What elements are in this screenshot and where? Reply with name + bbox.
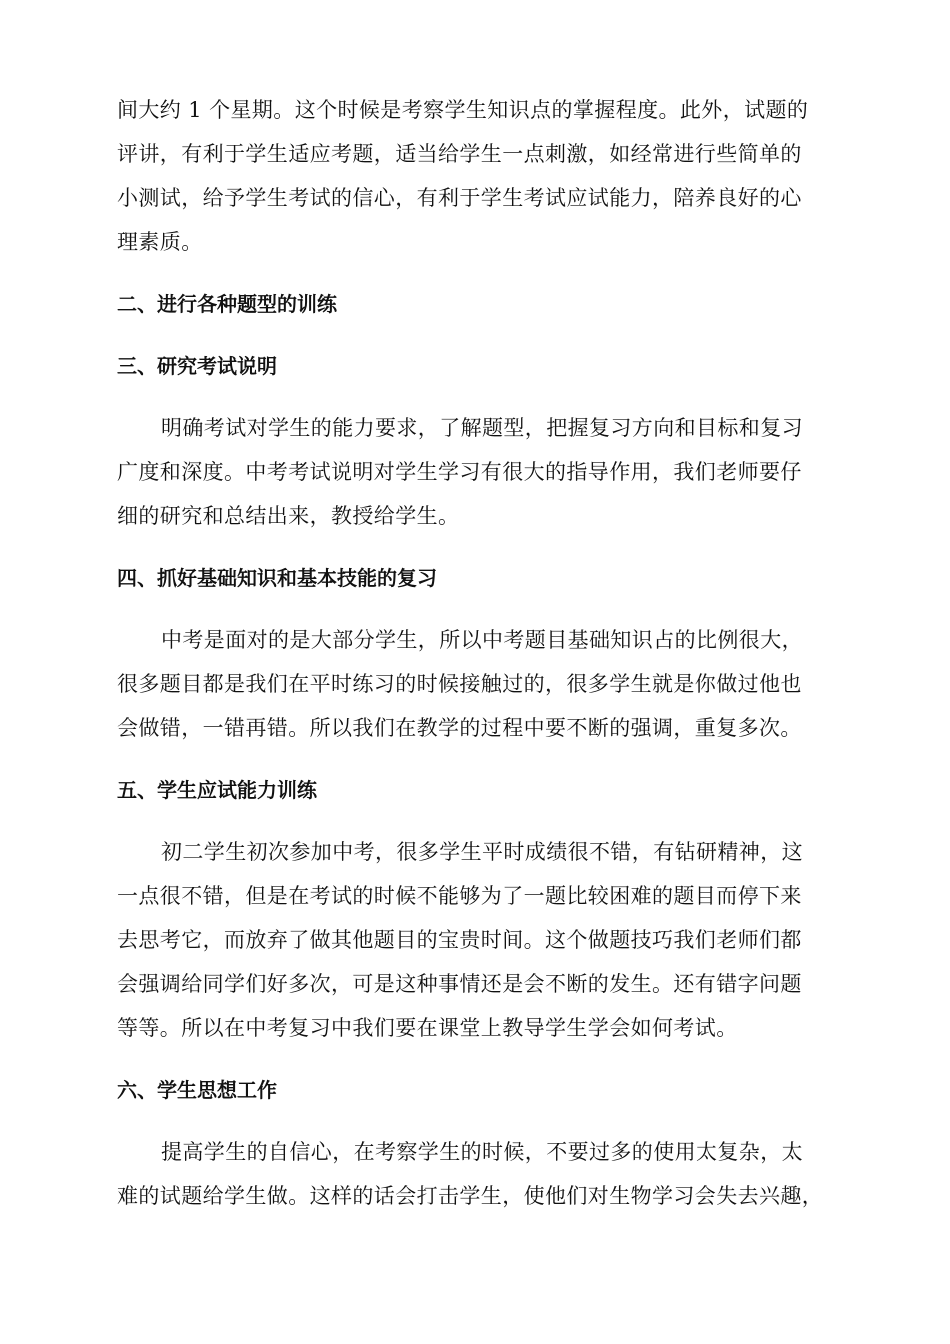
section-heading-exam-skills: 五、学生应试能力训练 <box>117 778 317 802</box>
spacer <box>117 264 837 282</box>
text-line: 明确考试对学生的能力要求，了解题型，把握复习方向和目标和复习 <box>161 416 803 440</box>
section-heading-question-types: 二、进行各种题型的训练 <box>117 292 337 316</box>
spacer <box>117 600 837 618</box>
spacer <box>117 750 837 768</box>
text-line: 理素质。 <box>117 230 203 254</box>
text-line: 去思考它，而放弃了做其他题目的宝贵时间。这个做题技巧我们老师们都 <box>117 928 802 952</box>
text-line: 小测试，给予学生考试的信心，有利于学生考试应试能力，陪养良好的心 <box>117 186 802 210</box>
spacer <box>117 1050 837 1068</box>
paragraph-exam-guide <box>117 406 837 538</box>
text-line: 提高学生的自信心，在考察学生的时候，不要过多的使用太复杂，太 <box>161 1140 803 1164</box>
text-line: 等等。所以在中考复习中我们要在课堂上教导学生学会如何考试。 <box>117 1016 738 1040</box>
text-line: 广度和深度。中考考试说明对学生学习有很大的指导作用，我们老师要仔 <box>117 460 802 484</box>
text-line: 很多题目都是我们在平时练习的时候接触过的，很多学生就是你做过他也 <box>117 672 802 696</box>
spacer <box>117 1112 837 1130</box>
text-line: 中考是面对的是大部分学生，所以中考题目基础知识占的比例很大， <box>161 628 803 652</box>
text-line: 评讲，有利于学生适应考题，适当给学生一点刺激，如经常进行些简单的 <box>117 142 802 166</box>
text-line: 难的试题给学生做。这样的话会打击学生，使他们对生物学习会失去兴趣， <box>117 1184 824 1208</box>
text-line: 会做错，一错再错。所以我们在教学的过程中要不断的强调，重复多次。 <box>117 716 802 740</box>
text-line: 细的研究和总结出来，教授给学生。 <box>117 504 460 528</box>
paragraph-mindset <box>117 1130 837 1218</box>
text-line: 初二学生初次参加中考，很多学生平时成绩很不错，有钻研精神，这 <box>161 840 803 864</box>
text-line: 会强调给同学们好多次，可是这种事情还是会不断的发生。还有错字问题 <box>117 972 802 996</box>
spacer <box>117 326 837 344</box>
document-body <box>117 88 837 1218</box>
paragraph-basics <box>117 618 837 750</box>
spacer <box>117 538 837 556</box>
section-heading-exam-guide: 三、研究考试说明 <box>117 354 277 378</box>
section-heading-basics: 四、抓好基础知识和基本技能的复习 <box>117 566 437 590</box>
text-line: 间大约 1 个星期。这个时候是考察学生知识点的掌握程度。此外，试题的 <box>117 98 809 122</box>
section-heading-mindset: 六、学生思想工作 <box>117 1078 277 1102</box>
spacer <box>117 812 837 830</box>
spacer <box>117 388 837 406</box>
text-line: 一点很不错，但是在考试的时候不能够为了一题比较困难的题目而停下来 <box>117 884 802 908</box>
paragraph-review-practice <box>117 88 837 264</box>
paragraph-exam-skills <box>117 830 837 1050</box>
